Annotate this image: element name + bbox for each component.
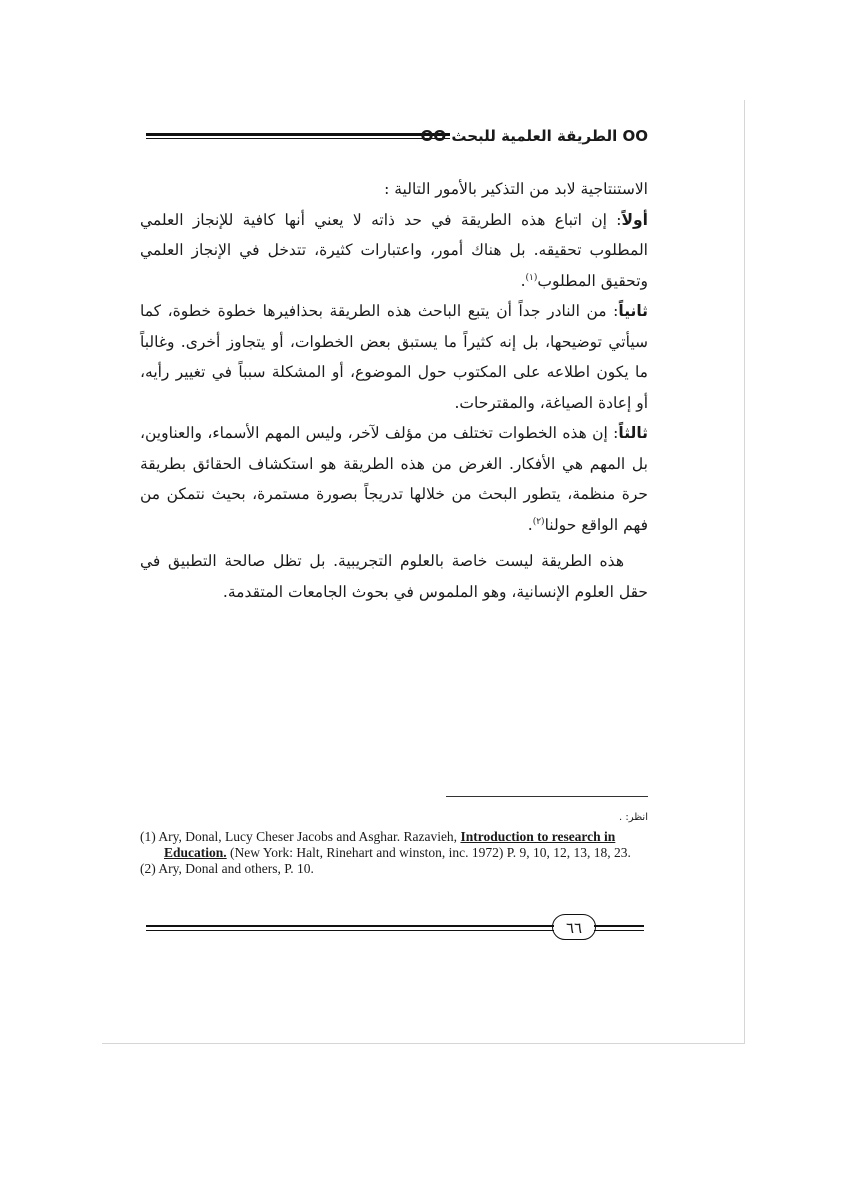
footer-rule-right	[594, 925, 644, 927]
first-point-text: : إن اتباع هذه الطريقة في حد ذاته لا يعني أنها كافية للإنجاز العلمي المطلوب تحقيقه. بل هناك أمور، واعتبارات كثيرة، تتدخل في الإنجاز العلمي وتحقيق المطلوب	[140, 210, 648, 290]
footnote-ref-2[interactable]: (٢)	[532, 516, 545, 527]
header-rule	[146, 133, 450, 136]
first-point-end: .	[520, 271, 526, 290]
footer-rule-right-thin	[594, 930, 644, 931]
running-header	[146, 124, 648, 150]
footnote-ref-1[interactable]: (١)	[525, 272, 538, 283]
footnote-2: (2) Ary, Donal and others, P. 10.	[140, 861, 314, 876]
third-point	[140, 418, 648, 540]
footnote-see-label: انظر: .	[618, 812, 648, 823]
closing-paragraph: هذه الطريقة ليست خاصة بالعلوم التجريبية. بل تظل صالحة التطبيق في حقل العلوم الإنسانية، وهو الملموس في بحوث الجامعات المتقدمة.	[140, 552, 648, 601]
footnotes	[140, 829, 650, 877]
second-point	[140, 296, 648, 418]
footnote-1-authors: Ary, Donal, Lucy Cheser Jacobs and Asghar. Razavieh,	[158, 829, 458, 844]
running-header-title: OO الطريقة العلمية للبحث OO	[420, 127, 648, 145]
third-point-text: : إن هذه الخطوات تختلف من مؤلف لآخر، وليس المهم الأسماء، والعناوين، بل المهم هي الأفكار. الغرض من هذه الطريقة هو استكشاف الحقائق بطريقة حرة منظمة، يتطور البحث من خلالها تدريجاً بصورة مستمرة، بحيث نتمكن من فهم الواقع حولنا	[140, 424, 648, 534]
third-point-end: .	[527, 515, 533, 534]
footnote-1-title: Introduction to research in Education.	[164, 829, 616, 860]
header-rule-thin	[146, 138, 450, 139]
third-point-label: ثالثاً	[618, 424, 648, 442]
second-point-label: ثانياً	[618, 302, 648, 320]
page-frame-right	[744, 100, 745, 1044]
footer-rule-left	[146, 925, 554, 927]
footer-rule-left-thin	[146, 930, 554, 931]
second-point-text: : من النادر جداً أن يتبع الباحث هذه الطريقة بحذافيرها خطوة خطوة، كما سيأتي توضيحها، بل إنه كثيراً ما يستبق بعض الخطوات، أو يتجاوز أخرى. وغالباً ما يكون اطلاعه على المكتوب حول الموضوع، أو المشكلة سبباً في تغيير رأيه، أو إعادة الصياغة، والمقترحات.	[140, 302, 648, 412]
footnote-1	[140, 829, 650, 861]
page-footer	[146, 914, 644, 944]
footnote-1-number: (1)	[140, 829, 156, 844]
page-frame-bottom	[102, 1043, 745, 1044]
page-number-badge: ٦٦	[552, 914, 596, 940]
body-text	[140, 174, 648, 607]
footnote-1-publisher: (New York: Halt, Rinehart and winston, inc. 1972) P. 9, 10, 12, 13, 18, 23.	[230, 845, 631, 860]
footnote-separator	[446, 796, 648, 797]
first-point-label: أولاً	[621, 210, 648, 229]
first-point	[140, 205, 648, 297]
intro-paragraph: الاستنتاجية لابد من التذكير بالأمور التالية :	[384, 180, 648, 198]
